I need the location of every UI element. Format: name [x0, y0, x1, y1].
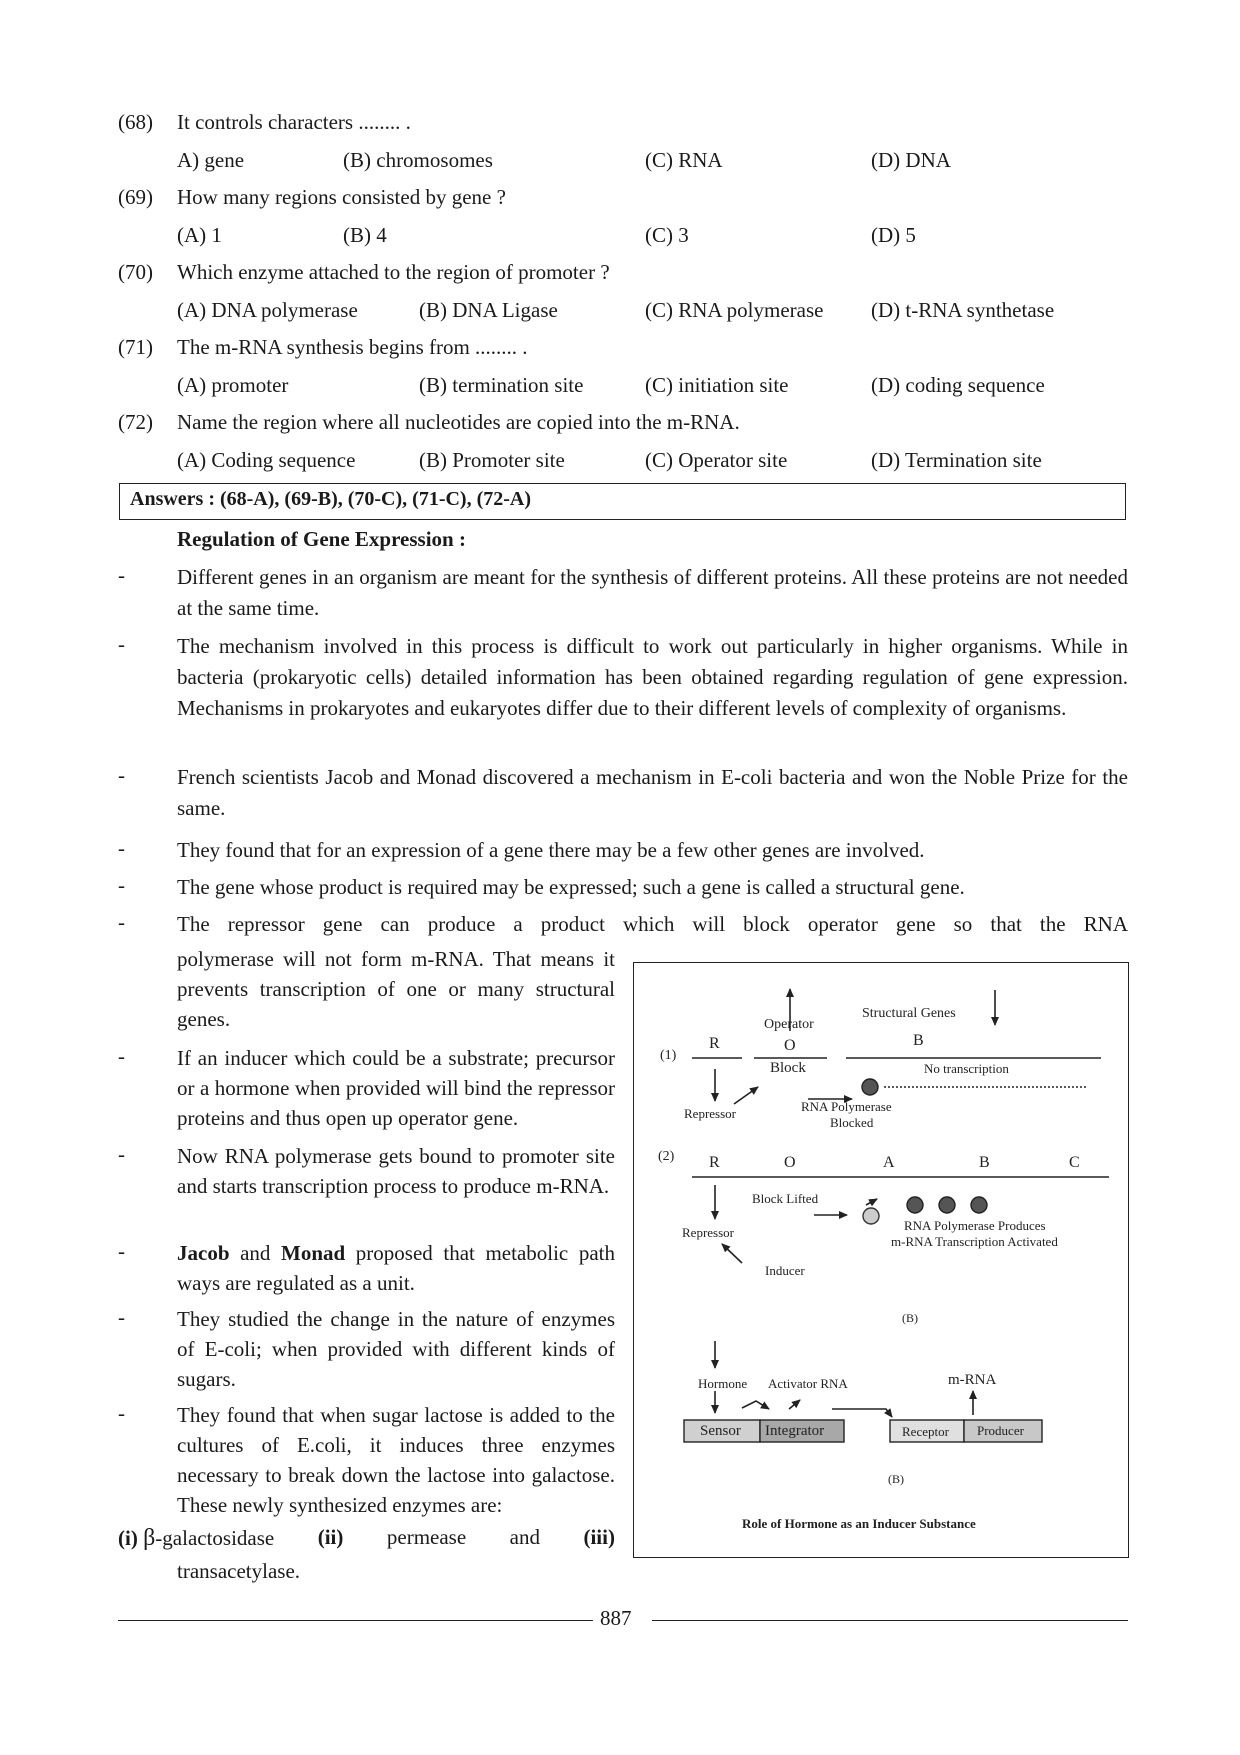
- panel-1-label: (1): [660, 1048, 677, 1063]
- activator-arrow: [742, 1401, 769, 1409]
- option-c: (C) RNA polymerase: [645, 298, 824, 322]
- operator-label: Operator: [764, 1017, 814, 1032]
- figure-caption: Role of Hormone as an Inducer Substance: [742, 1516, 976, 1531]
- page-number: 887: [600, 1606, 632, 1630]
- jacob-rest: proposed that metabolic path ways are regulated as a unit.: [177, 1241, 616, 1295]
- bullet-dash: -: [118, 836, 125, 860]
- bullet-paragraph: The gene whose product is required may be expressed; such a gene is called a structural gene.: [177, 875, 965, 899]
- option-b: (B) DNA Ligase: [419, 298, 558, 322]
- producer-label: Producer: [977, 1423, 1024, 1438]
- produces-label: RNA Polymerase Produces: [904, 1218, 1046, 1233]
- option-c: (C) initiation site: [645, 373, 789, 397]
- bullet-continuation: polymerase will not form m-RNA. That means it prevents transcription of one or many structural genes.: [177, 947, 615, 1031]
- bullet-dash: -: [118, 910, 125, 934]
- question-number: (68): [118, 110, 153, 134]
- question-text: The m-RNA synthesis begins from ........ .: [177, 335, 528, 359]
- option-b: (B) 4: [343, 223, 387, 247]
- no-transcription-label: No transcription: [924, 1061, 1009, 1076]
- polymerase-active-circle: [939, 1197, 955, 1213]
- question-text: How many regions consisted by gene ?: [177, 185, 506, 209]
- bullet-paragraph: The mechanism involved in this process is difficult to work out particularly in higher organisms. While in bacteria (prokaryotic cells) detailed information has been obtained regarding regulation of gene expression. Mechanisms in prokaryotes and eukaryotes differ due to their different levels of complexity of organisms.: [177, 634, 1128, 720]
- option-b: (B) chromosomes: [343, 148, 493, 172]
- r-label: R: [709, 1035, 720, 1052]
- bullet-dash: -: [118, 632, 125, 656]
- polymerase-tail: [866, 1199, 877, 1205]
- enzyme-list: [118, 1525, 615, 1552]
- question-number: (71): [118, 335, 153, 359]
- figure-box: [633, 962, 1129, 1558]
- option-a: A) gene: [177, 148, 245, 172]
- bullet-paragraph: Different genes in an organism are meant for the synthesis of different proteins. All these proteins are not needed at the same time.: [177, 565, 1128, 620]
- hormone-label: Hormone: [698, 1376, 748, 1391]
- transcription-activated-label: m-RNA Transcription Activated: [891, 1234, 1058, 1249]
- beta-symbol: β: [143, 1525, 156, 1551]
- structural-genes-label: Structural Genes: [862, 1006, 956, 1021]
- option-d: (D) 5: [871, 223, 916, 247]
- receptor-label: Receptor: [902, 1424, 949, 1439]
- r-label: R: [709, 1154, 720, 1171]
- bullet-dash: -: [118, 1401, 125, 1425]
- option-d: (D) Termination site: [871, 448, 1042, 472]
- rna-polymerase-label: RNA Polymerase: [801, 1099, 892, 1114]
- option-c: (C) Operator site: [645, 448, 788, 472]
- question-number: (72): [118, 410, 153, 434]
- answers-box: Answers : (68-A), (69-B), (70-C), (71-C), (72-A): [119, 483, 1126, 520]
- polymerase-blocked-circle: [862, 1079, 878, 1095]
- option-a: (A) Coding sequence: [177, 448, 356, 472]
- bullet-paragraph: They studied the change in the nature of enzymes of E-coli; when provided with different kinds of sugars.: [177, 1307, 615, 1391]
- enzyme-permease: permease: [386, 1525, 467, 1549]
- rna-arrow: [789, 1400, 800, 1409]
- sensor-label: Sensor: [700, 1423, 741, 1439]
- bullet-dash: -: [118, 1142, 125, 1166]
- bullet-paragraph: [177, 1238, 615, 1298]
- mrna-label: m-RNA: [948, 1372, 997, 1388]
- gene-b-label: B: [913, 1032, 924, 1049]
- polymerase-free-circle: [863, 1208, 879, 1224]
- polymerase-active-circle: [907, 1197, 923, 1213]
- option-a: (A) promoter: [177, 373, 289, 397]
- panel-2-label: (2): [658, 1149, 675, 1164]
- bullet-paragraph: They found that for an expression of a gene there may be a few other genes are involved.: [177, 838, 925, 862]
- monad-name: Monad: [281, 1241, 346, 1265]
- enzyme-galactosidase: -galactosidase: [155, 1526, 275, 1550]
- enzyme-index: (iii): [583, 1525, 615, 1549]
- and-word: and: [509, 1525, 540, 1549]
- option-b: (B) termination site: [419, 373, 584, 397]
- bullet-paragraph: They found that when sugar lactose is added to the cultures of E.coli, it induces three enzymes necessary to break down the lactose into galactose. These newly synthesized enzymes are:: [177, 1403, 615, 1517]
- and-word: and: [240, 1241, 271, 1265]
- option-d: (D) coding sequence: [871, 373, 1045, 397]
- integrator-to-receptor-arrow: [832, 1409, 892, 1417]
- bullet-dash: -: [118, 1239, 125, 1263]
- bullet-paragraph: Now RNA polymerase gets bound to promoter site and starts transcription process to produce m-RNA.: [177, 1144, 615, 1198]
- gene-b-label: B: [979, 1154, 990, 1171]
- footer-rule-left: [118, 1620, 593, 1621]
- block-label: Block: [770, 1060, 806, 1076]
- bullet-dash: -: [118, 1044, 125, 1068]
- figure-b-caption: (B): [902, 1311, 918, 1325]
- option-c: (C) 3: [645, 223, 689, 247]
- option-c: (C) RNA: [645, 148, 723, 172]
- question-number: (69): [118, 185, 153, 209]
- jacob-name: Jacob: [177, 1241, 230, 1265]
- question-text: Name the region where all nucleotides are copied into the m-RNA.: [177, 410, 740, 434]
- o-label: O: [784, 1037, 796, 1054]
- bullet-dash: -: [118, 563, 125, 587]
- option-a: (A) DNA polymerase: [177, 298, 358, 322]
- bullet-paragraph: If an inducer which could be a substrate; precursor or a hormone when provided will bind the repressor proteins and thus open up operator gene.: [177, 1046, 615, 1130]
- bullet-paragraph: French scientists Jacob and Monad discovered a mechanism in E-coli bacteria and won the Noble Prize for the same.: [177, 765, 1128, 820]
- o-label: O: [784, 1154, 796, 1171]
- integrator-label: Integrator: [765, 1423, 825, 1439]
- option-d: (D) DNA: [871, 148, 951, 172]
- enzyme-index: (ii): [317, 1525, 344, 1549]
- gene-a-label: A: [883, 1154, 895, 1171]
- question-text: Which enzyme attached to the region of promoter ?: [177, 260, 610, 284]
- block-lifted-label: Block Lifted: [752, 1191, 819, 1206]
- repressor-label-1: Repressor: [684, 1106, 736, 1121]
- section-title: Regulation of Gene Expression :: [177, 527, 466, 551]
- inducer-label: Inducer: [765, 1263, 805, 1278]
- repressor-to-block-arrow: [734, 1087, 758, 1104]
- polymerase-active-circle: [971, 1197, 987, 1213]
- bullet-dash: -: [118, 873, 125, 897]
- question-number: (70): [118, 260, 153, 284]
- bullet-paragraph: The repressor gene can produce a product which will block operator gene so that the RNA: [177, 912, 1128, 936]
- gene-c-label: C: [1069, 1154, 1080, 1171]
- question-text: It controls characters ........ .: [177, 110, 411, 134]
- bullet-dash: -: [118, 763, 125, 787]
- figure-b-caption: (B): [888, 1472, 904, 1486]
- inducer-arrow: [722, 1244, 742, 1263]
- repressor-label-2: Repressor: [682, 1225, 734, 1240]
- option-d: (D) t-RNA synthetase: [871, 298, 1055, 322]
- option-b: (B) Promoter site: [419, 448, 565, 472]
- bullet-dash: -: [118, 1305, 125, 1329]
- activator-rna-label: Activator RNA: [768, 1376, 848, 1391]
- footer-rule-right: [652, 1620, 1128, 1621]
- blocked-label: Blocked: [830, 1115, 874, 1130]
- enzyme-index: (i): [118, 1526, 138, 1550]
- option-a: (A) 1: [177, 223, 222, 247]
- enzyme-transacetylase: transacetylase.: [177, 1559, 301, 1583]
